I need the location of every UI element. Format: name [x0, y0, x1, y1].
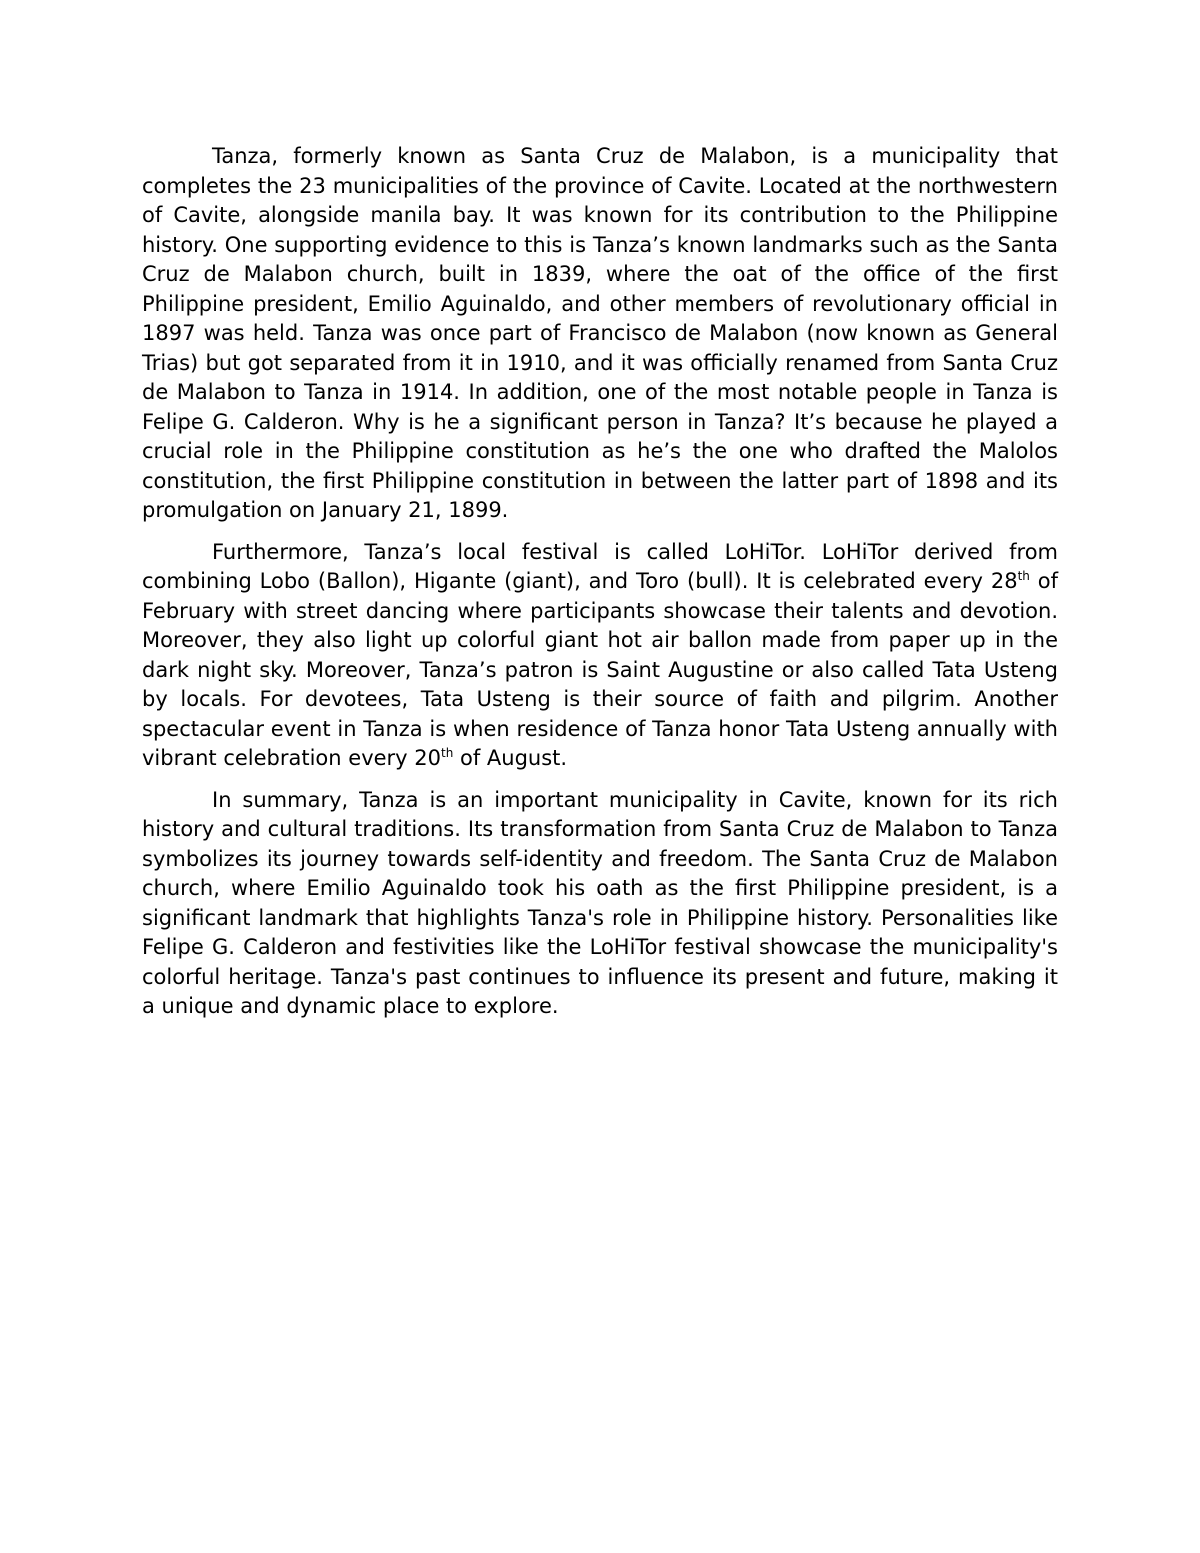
paragraph-text: Tanza, formerly known as Santa Cruz de Malabon, is a municipality that completes the 23 municipalities of the province of Cavite. Located at the northwestern of Cavite, alongside manila bay. It was known for its contribution to the Philippine history. One supporting evidence to this is Tanza’s known landmarks such as the Santa Cruz de Malabon church, built in 1839, where the oat of the office of the first Philippine president, Emilio Aguinaldo, and other members of revolutionary official in 1897 was held. Tanza was once part of Francisco de Malabon (now known as General Trias) but got separated from it in 1910, and it was officially renamed from Santa Cruz de Malabon to Tanza in 1914. In addition, one of the most notable people in Tanza is Felipe G. Calderon. Why is he a significant person in Tanza? It’s because he played a crucial role in the Philippine constitution as he’s the one who drafted the Malolos constitution, the first Philippine constitution in between the latter part of 1898 and its promulgation on January 21, 1899. [142, 144, 1058, 522]
ordinal-superscript: th [1017, 569, 1030, 583]
paragraph-text: of August. [453, 746, 568, 770]
paragraph-text: Furthermore, Tanza’s local festival is called LoHiTor. LoHiTor derived from combining Lobo (Ballon), Higante (giant), and Toro (bull). It is celebrated every 28 [142, 539, 1058, 593]
paragraph-summary [142, 786, 1058, 1022]
document-body [142, 142, 1058, 1034]
paragraph-text: In summary, Tanza is an important municipality in Cavite, known for its rich history and cultural traditions. Its transformation from Santa Cruz de Malabon to Tanza symbolizes its journey towards self-identity and freedom. The Santa Cruz de Malabon church, where Emilio Aguinaldo took his oath as the first Philippine president, is a significant landmark that highlights Tanza's role in Philippine history. Personalities like Felipe G. Calderon and festivities like the LoHiTor festival showcase the municipality's colorful heritage. Tanza's past continues to influence its present and future, making it a unique and dynamic place to explore. [142, 787, 1058, 1018]
paragraph-festival [142, 538, 1058, 774]
ordinal-superscript: th [441, 746, 454, 760]
paragraph-intro [142, 142, 1058, 526]
paragraph-text: of February with street dancing where participants showcase their talents and devotion. Moreover, they also light up colorful giant hot air ballon made from paper up in the dark night sky. Moreover, Tanza’s patron is Saint Augustine or also called Tata Usteng by locals. For devotees, Tata Usteng is their source of faith and pilgrim. Another spectacular event in Tanza is when residence of Tanza honor Tata Usteng annually with vibrant celebration every 20 [142, 569, 1058, 770]
